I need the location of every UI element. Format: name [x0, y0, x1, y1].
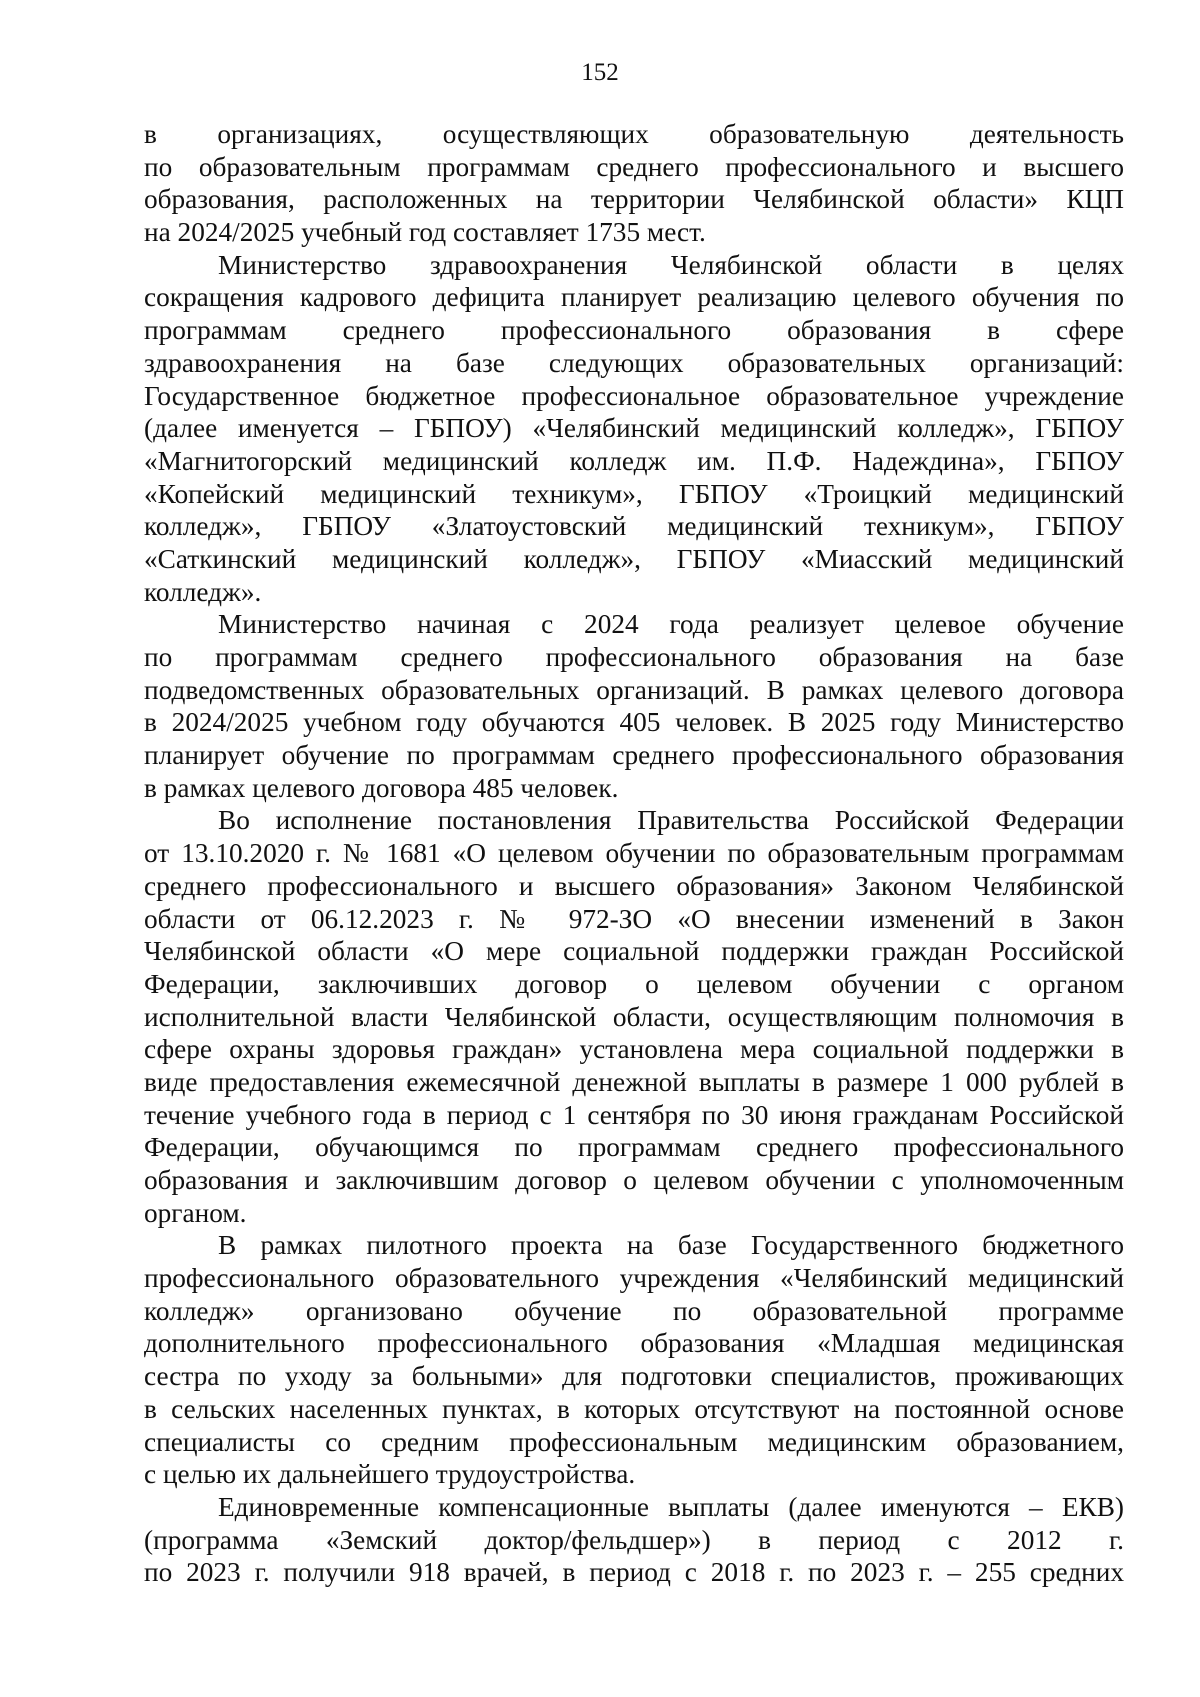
text-line: сфере охраны здоровья граждан» установлена мера социальной поддержки в — [144, 1034, 1124, 1065]
text-line: по программам среднего профессионального образования на базе — [144, 642, 1124, 672]
paragraph — [144, 608, 1124, 804]
text-line: Во исполнение постановления Правительства Российской Федерации — [218, 805, 1124, 836]
text-line: (программа «Земский доктор/фельдшер») в период с 2012 г. — [144, 1524, 1124, 1555]
paragraph — [144, 1229, 1124, 1491]
text-line: Министерство начиная с 2024 года реализует целевое обучение — [218, 609, 1124, 640]
text-line: течение учебного года в период с 1 сентября по 30 июня гражданам Российской — [144, 1099, 1124, 1130]
text-line: здравоохранения на базе следующих образовательных организаций: — [144, 347, 1124, 378]
text-line: сестра по уходу за больными» для подготовки специалистов, проживающих — [144, 1361, 1124, 1392]
text-line: подведомственных образовательных организаций. В рамках целевого договора — [144, 674, 1124, 705]
text-line: органом. — [144, 1197, 247, 1228]
page-number: 152 — [581, 59, 619, 86]
text-line: профессионального образовательного учреждения «Челябинский медицинский — [144, 1263, 1124, 1294]
text-line: программам среднего профессионального образования в сфере — [144, 315, 1124, 346]
text-line: в организациях, осуществляющих образовательную деятельность — [144, 119, 1124, 149]
paragraph — [144, 804, 1124, 1229]
text-line: образования и заключившим договор о целевом обучении с уполномоченным — [144, 1165, 1124, 1195]
paragraph — [144, 249, 1124, 609]
text-line: Государственное бюджетное профессиональное образовательное учреждение — [144, 380, 1124, 411]
text-line: по 2023 г. получили 918 врачей, в период с 2018 г. по 2023 г. – 255 средних — [144, 1557, 1124, 1588]
text-line: в сельских населенных пунктах, в которых отсутствуют на постоянной основе — [144, 1393, 1124, 1424]
text-line: «Магнитогорский медицинский колледж им. П.Ф. Надеждина», ГБПОУ — [144, 445, 1124, 476]
text-line: образования, расположенных на территории Челябинской области» КЦП — [144, 184, 1124, 215]
paragraph — [144, 1491, 1124, 1589]
text-line: «Копейский медицинский техникум», ГБПОУ «Троицкий медицинский — [144, 478, 1124, 509]
text-line: Министерство здравоохранения Челябинской области в целях — [218, 249, 1124, 280]
text-line: Федерации, обучающимся по программам среднего профессионального — [144, 1132, 1124, 1163]
text-line: области от 06.12.2023 г. № 972-ЗО «О внесении изменений в Закон — [144, 903, 1124, 934]
body-text — [144, 118, 1124, 1589]
text-line: дополнительного профессионального образования «Младшая медицинская — [144, 1328, 1124, 1359]
paragraph — [144, 118, 1124, 249]
text-line: сокращения кадрового дефицита планирует реализацию целевого обучения по — [144, 282, 1124, 313]
text-line: от 13.10.2020 г. № 1681 «О целевом обучении по образовательным программам — [144, 838, 1124, 869]
text-line: по образовательным программам среднего профессионального и высшего — [144, 151, 1124, 182]
text-line: В рамках пилотного проекта на базе Государственного бюджетного — [218, 1230, 1124, 1261]
text-line: с целью их дальнейшего трудоустройства. — [144, 1459, 636, 1490]
text-line: среднего профессионального и высшего образования» Законом Челябинской — [144, 870, 1124, 901]
text-line: в 2024/2025 учебном году обучаются 405 человек. В 2025 году Министерство — [144, 707, 1124, 738]
text-line: колледж». — [144, 576, 262, 607]
text-line: специалисты со средним профессиональным медицинским образованием, — [144, 1426, 1124, 1457]
text-line: Челябинской области «О мере социальной поддержки граждан Российской — [144, 936, 1124, 967]
text-line: Федерации, заключивших договор о целевом обучении с органом — [144, 968, 1124, 999]
text-line: исполнительной власти Челябинской области, осуществляющим полномочия в — [144, 1001, 1124, 1032]
text-line: «Саткинский медицинский колледж», ГБПОУ «Миасский медицинский — [144, 543, 1124, 574]
text-line: планирует обучение по программам среднего профессионального образования — [144, 740, 1124, 771]
text-line: (далее именуется – ГБПОУ) «Челябинский медицинский колледж», ГБПОУ — [144, 413, 1124, 444]
text-line: Единовременные компенсационные выплаты (далее именуются – ЕКВ) — [218, 1491, 1124, 1522]
text-line: колледж» организовано обучение по образовательной программе — [144, 1295, 1124, 1326]
text-line: виде предоставления ежемесячной денежной выплаты в размере 1 000 рублей в — [144, 1066, 1124, 1097]
text-line: на 2024/2025 учебный год составляет 1735 мест. — [144, 217, 706, 248]
text-line: колледж», ГБПОУ «Златоустовский медицинский техникум», ГБПОУ — [144, 511, 1124, 542]
text-line: в рамках целевого договора 485 человек. — [144, 772, 619, 803]
